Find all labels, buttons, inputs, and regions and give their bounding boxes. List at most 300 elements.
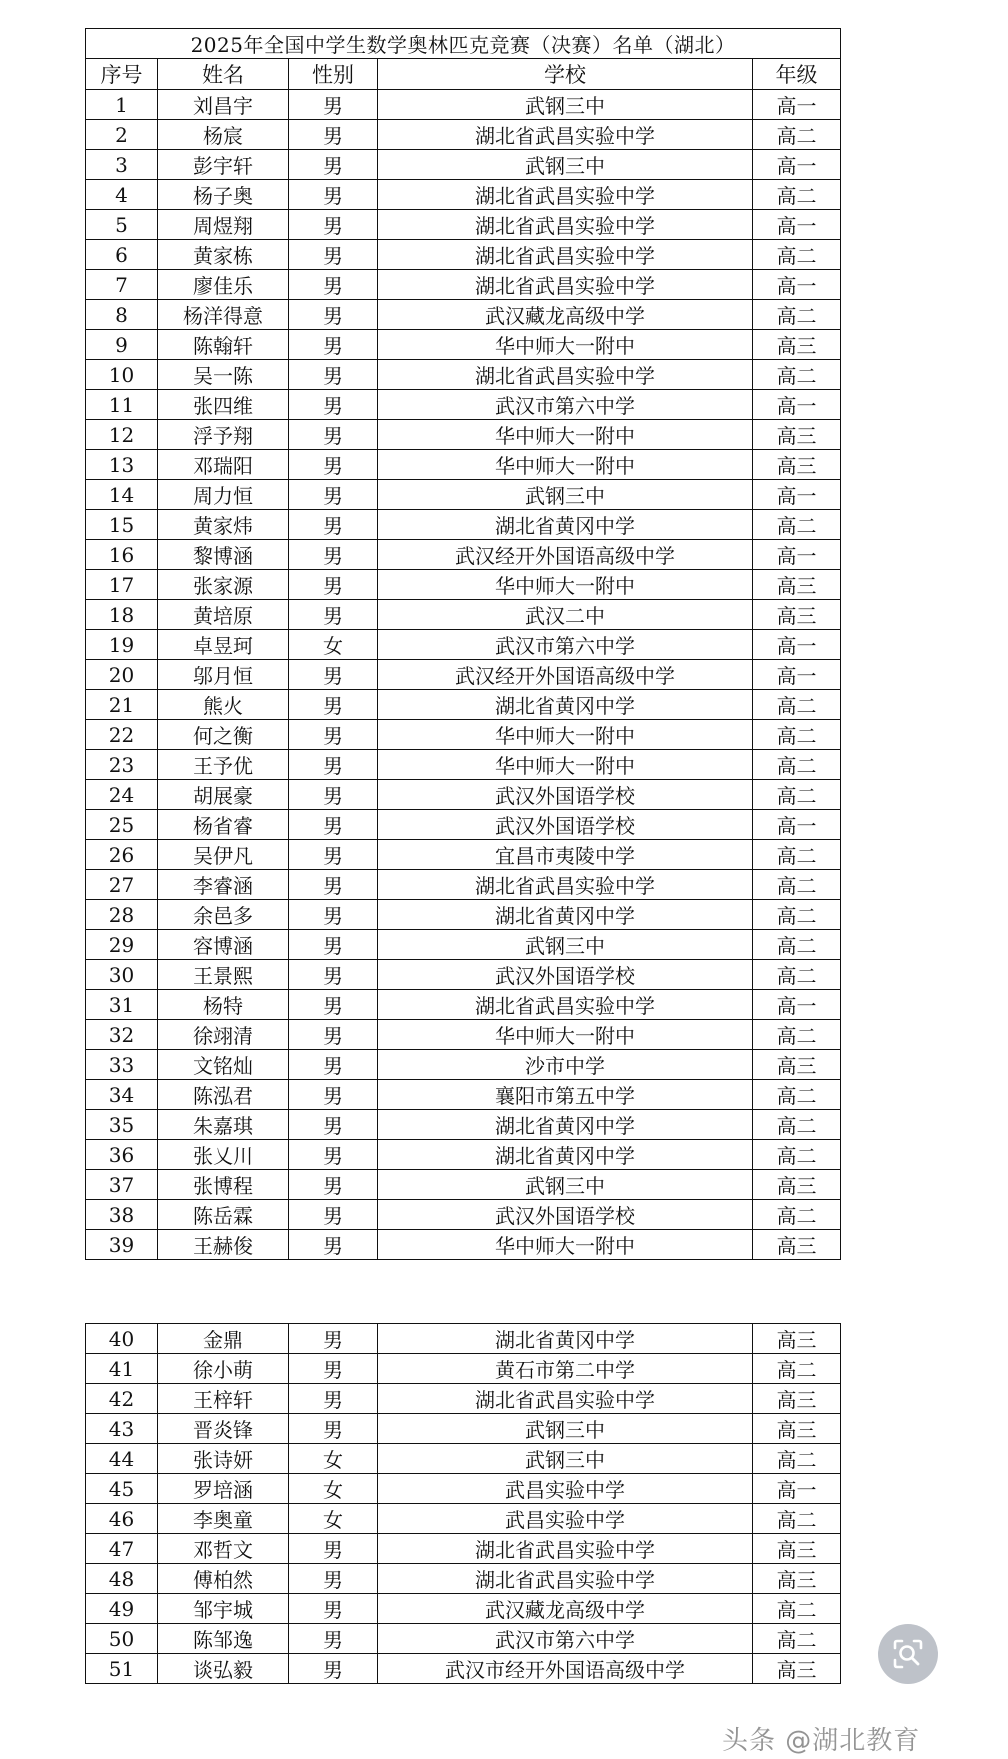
cell-school: 华中师大一附中 — [378, 420, 753, 450]
cell-name: 邹宇城 — [158, 1594, 289, 1624]
table-row — [86, 720, 841, 750]
table-row — [86, 1110, 841, 1140]
table-row — [86, 930, 841, 960]
table-row — [86, 1230, 841, 1260]
cell-school: 武昌实验中学 — [378, 1474, 753, 1504]
table-row — [86, 990, 841, 1020]
cell-gender: 男 — [289, 1324, 378, 1354]
cell-gender: 男 — [289, 840, 378, 870]
cell-grade: 高三 — [753, 330, 841, 360]
cell-seq: 8 — [86, 300, 158, 330]
cell-name: 黄家炜 — [158, 510, 289, 540]
table-header-row — [86, 59, 841, 90]
cell-school: 武钢三中 — [378, 1414, 753, 1444]
cell-name: 徐翊清 — [158, 1020, 289, 1050]
cell-grade: 高二 — [753, 510, 841, 540]
cell-name: 晋炎锋 — [158, 1414, 289, 1444]
cell-gender: 男 — [289, 450, 378, 480]
cell-school: 华中师大一附中 — [378, 1020, 753, 1050]
table-row — [86, 90, 841, 120]
table-row — [86, 690, 841, 720]
cell-grade: 高二 — [753, 750, 841, 780]
cell-school: 湖北省武昌实验中学 — [378, 360, 753, 390]
table-row — [86, 900, 841, 930]
cell-seq: 18 — [86, 600, 158, 630]
cell-seq: 38 — [86, 1200, 158, 1230]
cell-seq: 5 — [86, 210, 158, 240]
cell-gender: 男 — [289, 1624, 378, 1654]
cell-school: 武汉藏龙高级中学 — [378, 300, 753, 330]
cell-gender: 男 — [289, 1110, 378, 1140]
cell-grade: 高一 — [753, 660, 841, 690]
cell-name: 何之衡 — [158, 720, 289, 750]
cell-seq: 21 — [86, 690, 158, 720]
cell-seq: 41 — [86, 1354, 158, 1384]
column-header-gender: 性别 — [289, 59, 378, 90]
cell-gender: 男 — [289, 1384, 378, 1414]
cell-school: 武昌实验中学 — [378, 1504, 753, 1534]
cell-gender: 男 — [289, 1050, 378, 1080]
cell-grade: 高二 — [753, 1140, 841, 1170]
cell-gender: 男 — [289, 1230, 378, 1260]
table-row — [86, 660, 841, 690]
table-row — [86, 1564, 841, 1594]
cell-name: 刘昌宇 — [158, 90, 289, 120]
cell-name: 谈弘毅 — [158, 1654, 289, 1684]
table-row — [86, 450, 841, 480]
cell-gender: 男 — [289, 660, 378, 690]
cell-name: 黄家栋 — [158, 240, 289, 270]
cell-seq: 34 — [86, 1080, 158, 1110]
cell-gender: 女 — [289, 1474, 378, 1504]
cell-name: 李睿涵 — [158, 870, 289, 900]
table-row — [86, 780, 841, 810]
table-row — [86, 1414, 841, 1444]
table-row — [86, 1624, 841, 1654]
cell-name: 王景熙 — [158, 960, 289, 990]
table-row — [86, 210, 841, 240]
cell-name: 杨特 — [158, 990, 289, 1020]
cell-grade: 高二 — [753, 240, 841, 270]
table-row — [86, 1170, 841, 1200]
roster-table-part-1 — [85, 28, 841, 1260]
cell-name: 胡展豪 — [158, 780, 289, 810]
cell-school: 湖北省武昌实验中学 — [378, 990, 753, 1020]
cell-seq: 26 — [86, 840, 158, 870]
cell-seq: 15 — [86, 510, 158, 540]
cell-seq: 1 — [86, 90, 158, 120]
cell-name: 张博程 — [158, 1170, 289, 1200]
cell-grade: 高二 — [753, 180, 841, 210]
cell-school: 华中师大一附中 — [378, 330, 753, 360]
cell-gender: 男 — [289, 510, 378, 540]
cell-name: 王梓轩 — [158, 1384, 289, 1414]
cell-school: 武汉经开外国语高级中学 — [378, 660, 753, 690]
cell-name: 熊火 — [158, 690, 289, 720]
cell-grade: 高三 — [753, 1414, 841, 1444]
cell-gender: 男 — [289, 240, 378, 270]
cell-seq: 27 — [86, 870, 158, 900]
cell-school: 湖北省武昌实验中学 — [378, 180, 753, 210]
table-row — [86, 1534, 841, 1564]
table-row — [86, 1384, 841, 1414]
cell-grade: 高二 — [753, 1080, 841, 1110]
cell-grade: 高一 — [753, 1474, 841, 1504]
table-row — [86, 1594, 841, 1624]
cell-gender: 男 — [289, 930, 378, 960]
table-row — [86, 750, 841, 780]
cell-seq: 9 — [86, 330, 158, 360]
cell-gender: 男 — [289, 870, 378, 900]
cell-seq: 7 — [86, 270, 158, 300]
cell-seq: 31 — [86, 990, 158, 1020]
cell-seq: 44 — [86, 1444, 158, 1474]
cell-school: 湖北省武昌实验中学 — [378, 1534, 753, 1564]
cell-school: 湖北省武昌实验中学 — [378, 270, 753, 300]
table-row — [86, 480, 841, 510]
cell-name: 邬月恒 — [158, 660, 289, 690]
cell-grade: 高三 — [753, 1384, 841, 1414]
cell-grade: 高二 — [753, 900, 841, 930]
table-row — [86, 1444, 841, 1474]
cell-school: 湖北省武昌实验中学 — [378, 1384, 753, 1414]
cell-gender: 男 — [289, 1564, 378, 1594]
cell-school: 湖北省黄冈中学 — [378, 900, 753, 930]
column-header-seq: 序号 — [86, 59, 158, 90]
cell-name: 张诗妍 — [158, 1444, 289, 1474]
cell-grade: 高二 — [753, 930, 841, 960]
cell-school: 武钢三中 — [378, 150, 753, 180]
cell-gender: 男 — [289, 990, 378, 1020]
table-row — [86, 1200, 841, 1230]
cell-school: 湖北省黄冈中学 — [378, 1140, 753, 1170]
cell-gender: 男 — [289, 810, 378, 840]
cell-name: 张乂川 — [158, 1140, 289, 1170]
cell-name: 罗培涵 — [158, 1474, 289, 1504]
cell-name: 李奥童 — [158, 1504, 289, 1534]
table-row — [86, 1354, 841, 1384]
cell-name: 容博涵 — [158, 930, 289, 960]
cell-school: 武汉市经开外国语高级中学 — [378, 1654, 753, 1684]
cell-school: 武钢三中 — [378, 1170, 753, 1200]
cell-gender: 男 — [289, 1414, 378, 1444]
cell-school: 华中师大一附中 — [378, 720, 753, 750]
cell-grade: 高一 — [753, 210, 841, 240]
cell-name: 朱嘉琪 — [158, 1110, 289, 1140]
table-row — [86, 1474, 841, 1504]
cell-gender: 男 — [289, 120, 378, 150]
image-search-button[interactable] — [878, 1624, 938, 1684]
cell-grade: 高二 — [753, 870, 841, 900]
table-row — [86, 600, 841, 630]
cell-name: 傅柏然 — [158, 1564, 289, 1594]
cell-seq: 22 — [86, 720, 158, 750]
cell-seq: 37 — [86, 1170, 158, 1200]
cell-gender: 男 — [289, 360, 378, 390]
cell-grade: 高三 — [753, 600, 841, 630]
table-row — [86, 1324, 841, 1354]
table-row — [86, 870, 841, 900]
cell-seq: 3 — [86, 150, 158, 180]
cell-grade: 高二 — [753, 690, 841, 720]
cell-name: 周力恒 — [158, 480, 289, 510]
cell-name: 王予优 — [158, 750, 289, 780]
table-row — [86, 570, 841, 600]
search-icon — [891, 1637, 925, 1671]
table-row — [86, 330, 841, 360]
cell-grade: 高二 — [753, 780, 841, 810]
cell-gender: 男 — [289, 1080, 378, 1110]
cell-school: 湖北省武昌实验中学 — [378, 1564, 753, 1594]
cell-seq: 32 — [86, 1020, 158, 1050]
cell-gender: 男 — [289, 270, 378, 300]
cell-seq: 29 — [86, 930, 158, 960]
cell-name: 邓瑞阳 — [158, 450, 289, 480]
cell-seq: 43 — [86, 1414, 158, 1444]
cell-seq: 36 — [86, 1140, 158, 1170]
cell-seq: 39 — [86, 1230, 158, 1260]
cell-school: 武汉藏龙高级中学 — [378, 1594, 753, 1624]
cell-grade: 高一 — [753, 810, 841, 840]
cell-seq: 10 — [86, 360, 158, 390]
cell-school: 湖北省黄冈中学 — [378, 1324, 753, 1354]
cell-name: 卓昱珂 — [158, 630, 289, 660]
cell-grade: 高二 — [753, 1594, 841, 1624]
cell-school: 武钢三中 — [378, 930, 753, 960]
table-row — [86, 1080, 841, 1110]
cell-school: 华中师大一附中 — [378, 750, 753, 780]
cell-school: 襄阳市第五中学 — [378, 1080, 753, 1110]
cell-grade: 高三 — [753, 1050, 841, 1080]
cell-gender: 男 — [289, 1354, 378, 1384]
cell-grade: 高二 — [753, 720, 841, 750]
cell-gender: 男 — [289, 1200, 378, 1230]
cell-gender: 男 — [289, 690, 378, 720]
cell-name: 王赫俊 — [158, 1230, 289, 1260]
cell-gender: 男 — [289, 390, 378, 420]
cell-name: 杨宸 — [158, 120, 289, 150]
cell-grade: 高三 — [753, 1654, 841, 1684]
table-row — [86, 960, 841, 990]
cell-seq: 13 — [86, 450, 158, 480]
cell-gender: 男 — [289, 1140, 378, 1170]
table-row — [86, 360, 841, 390]
roster-table-part-2 — [85, 1323, 841, 1684]
cell-seq: 2 — [86, 120, 158, 150]
cell-name: 余邑多 — [158, 900, 289, 930]
cell-grade: 高三 — [753, 570, 841, 600]
cell-gender: 男 — [289, 540, 378, 570]
cell-gender: 男 — [289, 1534, 378, 1564]
cell-seq: 23 — [86, 750, 158, 780]
cell-school: 华中师大一附中 — [378, 1230, 753, 1260]
cell-school: 宜昌市夷陵中学 — [378, 840, 753, 870]
cell-grade: 高二 — [753, 360, 841, 390]
cell-grade: 高二 — [753, 120, 841, 150]
cell-seq: 48 — [86, 1564, 158, 1594]
cell-gender: 男 — [289, 1654, 378, 1684]
cell-school: 武汉经开外国语高级中学 — [378, 540, 753, 570]
cell-gender: 男 — [289, 90, 378, 120]
cell-name: 陈岳霖 — [158, 1200, 289, 1230]
cell-seq: 35 — [86, 1110, 158, 1140]
document-title: 2025年全国中学生数学奥林匹克竞赛（决赛）名单（湖北） — [86, 29, 841, 59]
table-row — [86, 1654, 841, 1684]
cell-grade: 高二 — [753, 1020, 841, 1050]
cell-name: 陈泓君 — [158, 1080, 289, 1110]
cell-seq: 28 — [86, 900, 158, 930]
cell-school: 武汉二中 — [378, 600, 753, 630]
table-row — [86, 630, 841, 660]
cell-gender: 男 — [289, 1020, 378, 1050]
cell-gender: 男 — [289, 960, 378, 990]
cell-name: 陈翰轩 — [158, 330, 289, 360]
cell-school: 湖北省黄冈中学 — [378, 510, 753, 540]
cell-school: 武汉外国语学校 — [378, 960, 753, 990]
cell-grade: 高一 — [753, 540, 841, 570]
cell-name: 吴一陈 — [158, 360, 289, 390]
cell-school: 湖北省武昌实验中学 — [378, 240, 753, 270]
cell-school: 武钢三中 — [378, 480, 753, 510]
cell-gender: 男 — [289, 330, 378, 360]
cell-grade: 高三 — [753, 1564, 841, 1594]
cell-name: 邓哲文 — [158, 1534, 289, 1564]
cell-grade: 高二 — [753, 1110, 841, 1140]
table-row — [86, 300, 841, 330]
cell-gender: 男 — [289, 720, 378, 750]
table-row — [86, 540, 841, 570]
cell-seq: 16 — [86, 540, 158, 570]
table-row — [86, 1504, 841, 1534]
cell-gender: 男 — [289, 780, 378, 810]
cell-school: 湖北省黄冈中学 — [378, 1110, 753, 1140]
cell-school: 武汉市第六中学 — [378, 1624, 753, 1654]
cell-school: 武汉市第六中学 — [378, 630, 753, 660]
cell-school: 武钢三中 — [378, 1444, 753, 1474]
table-row — [86, 810, 841, 840]
cell-grade: 高二 — [753, 960, 841, 990]
cell-name: 杨子奥 — [158, 180, 289, 210]
cell-name: 徐小萌 — [158, 1354, 289, 1384]
cell-school: 武汉外国语学校 — [378, 810, 753, 840]
table-row — [86, 120, 841, 150]
cell-grade: 高一 — [753, 150, 841, 180]
cell-seq: 20 — [86, 660, 158, 690]
cell-seq: 33 — [86, 1050, 158, 1080]
cell-grade: 高二 — [753, 1354, 841, 1384]
cell-grade: 高二 — [753, 1624, 841, 1654]
cell-school: 华中师大一附中 — [378, 450, 753, 480]
cell-grade: 高三 — [753, 1170, 841, 1200]
cell-gender: 男 — [289, 300, 378, 330]
watermark-text: 头条 @湖北教育 — [722, 1726, 921, 1756]
cell-grade: 高三 — [753, 420, 841, 450]
table-row — [86, 270, 841, 300]
cell-grade: 高一 — [753, 480, 841, 510]
cell-grade: 高二 — [753, 1504, 841, 1534]
cell-school: 湖北省武昌实验中学 — [378, 870, 753, 900]
cell-gender: 男 — [289, 750, 378, 780]
cell-seq: 30 — [86, 960, 158, 990]
cell-grade: 高二 — [753, 840, 841, 870]
cell-name: 张家源 — [158, 570, 289, 600]
cell-school: 武汉外国语学校 — [378, 780, 753, 810]
table-row — [86, 840, 841, 870]
cell-school: 武钢三中 — [378, 90, 753, 120]
cell-gender: 男 — [289, 1594, 378, 1624]
cell-gender: 男 — [289, 570, 378, 600]
cell-grade: 高一 — [753, 390, 841, 420]
cell-seq: 45 — [86, 1474, 158, 1504]
cell-gender: 男 — [289, 210, 378, 240]
cell-seq: 12 — [86, 420, 158, 450]
cell-grade: 高二 — [753, 1444, 841, 1474]
cell-grade: 高三 — [753, 1324, 841, 1354]
cell-seq: 42 — [86, 1384, 158, 1414]
table-row — [86, 1050, 841, 1080]
cell-grade: 高一 — [753, 990, 841, 1020]
cell-name: 彭宇轩 — [158, 150, 289, 180]
cell-seq: 25 — [86, 810, 158, 840]
cell-school: 武汉外国语学校 — [378, 1200, 753, 1230]
cell-seq: 19 — [86, 630, 158, 660]
cell-school: 黄石市第二中学 — [378, 1354, 753, 1384]
column-header-name: 姓名 — [158, 59, 289, 90]
cell-seq: 46 — [86, 1504, 158, 1534]
cell-gender: 男 — [289, 900, 378, 930]
cell-name: 陈邹逸 — [158, 1624, 289, 1654]
cell-name: 黎博涵 — [158, 540, 289, 570]
cell-gender: 女 — [289, 1444, 378, 1474]
cell-seq: 47 — [86, 1534, 158, 1564]
cell-gender: 男 — [289, 150, 378, 180]
cell-name: 廖佳乐 — [158, 270, 289, 300]
cell-name: 张四维 — [158, 390, 289, 420]
cell-gender: 女 — [289, 630, 378, 660]
cell-seq: 11 — [86, 390, 158, 420]
cell-seq: 51 — [86, 1654, 158, 1684]
cell-name: 金鼎 — [158, 1324, 289, 1354]
cell-name: 浮予翔 — [158, 420, 289, 450]
cell-gender: 男 — [289, 480, 378, 510]
table-row — [86, 180, 841, 210]
table-row — [86, 240, 841, 270]
cell-gender: 女 — [289, 1504, 378, 1534]
cell-grade: 高二 — [753, 1200, 841, 1230]
cell-school: 华中师大一附中 — [378, 570, 753, 600]
cell-name: 黄培原 — [158, 600, 289, 630]
cell-gender: 男 — [289, 600, 378, 630]
cell-school: 湖北省武昌实验中学 — [378, 210, 753, 240]
cell-grade: 高一 — [753, 630, 841, 660]
cell-name: 周煜翔 — [158, 210, 289, 240]
table-row — [86, 420, 841, 450]
cell-name: 吴伊凡 — [158, 840, 289, 870]
cell-gender: 男 — [289, 420, 378, 450]
cell-name: 文铭灿 — [158, 1050, 289, 1080]
column-header-grade: 年级 — [753, 59, 841, 90]
cell-seq: 50 — [86, 1624, 158, 1654]
table-row — [86, 1020, 841, 1050]
table-row — [86, 510, 841, 540]
cell-name: 杨洋得意 — [158, 300, 289, 330]
cell-grade: 高三 — [753, 1534, 841, 1564]
cell-school: 湖北省武昌实验中学 — [378, 120, 753, 150]
cell-seq: 24 — [86, 780, 158, 810]
cell-grade: 高三 — [753, 1230, 841, 1260]
cell-gender: 男 — [289, 1170, 378, 1200]
table-row — [86, 390, 841, 420]
